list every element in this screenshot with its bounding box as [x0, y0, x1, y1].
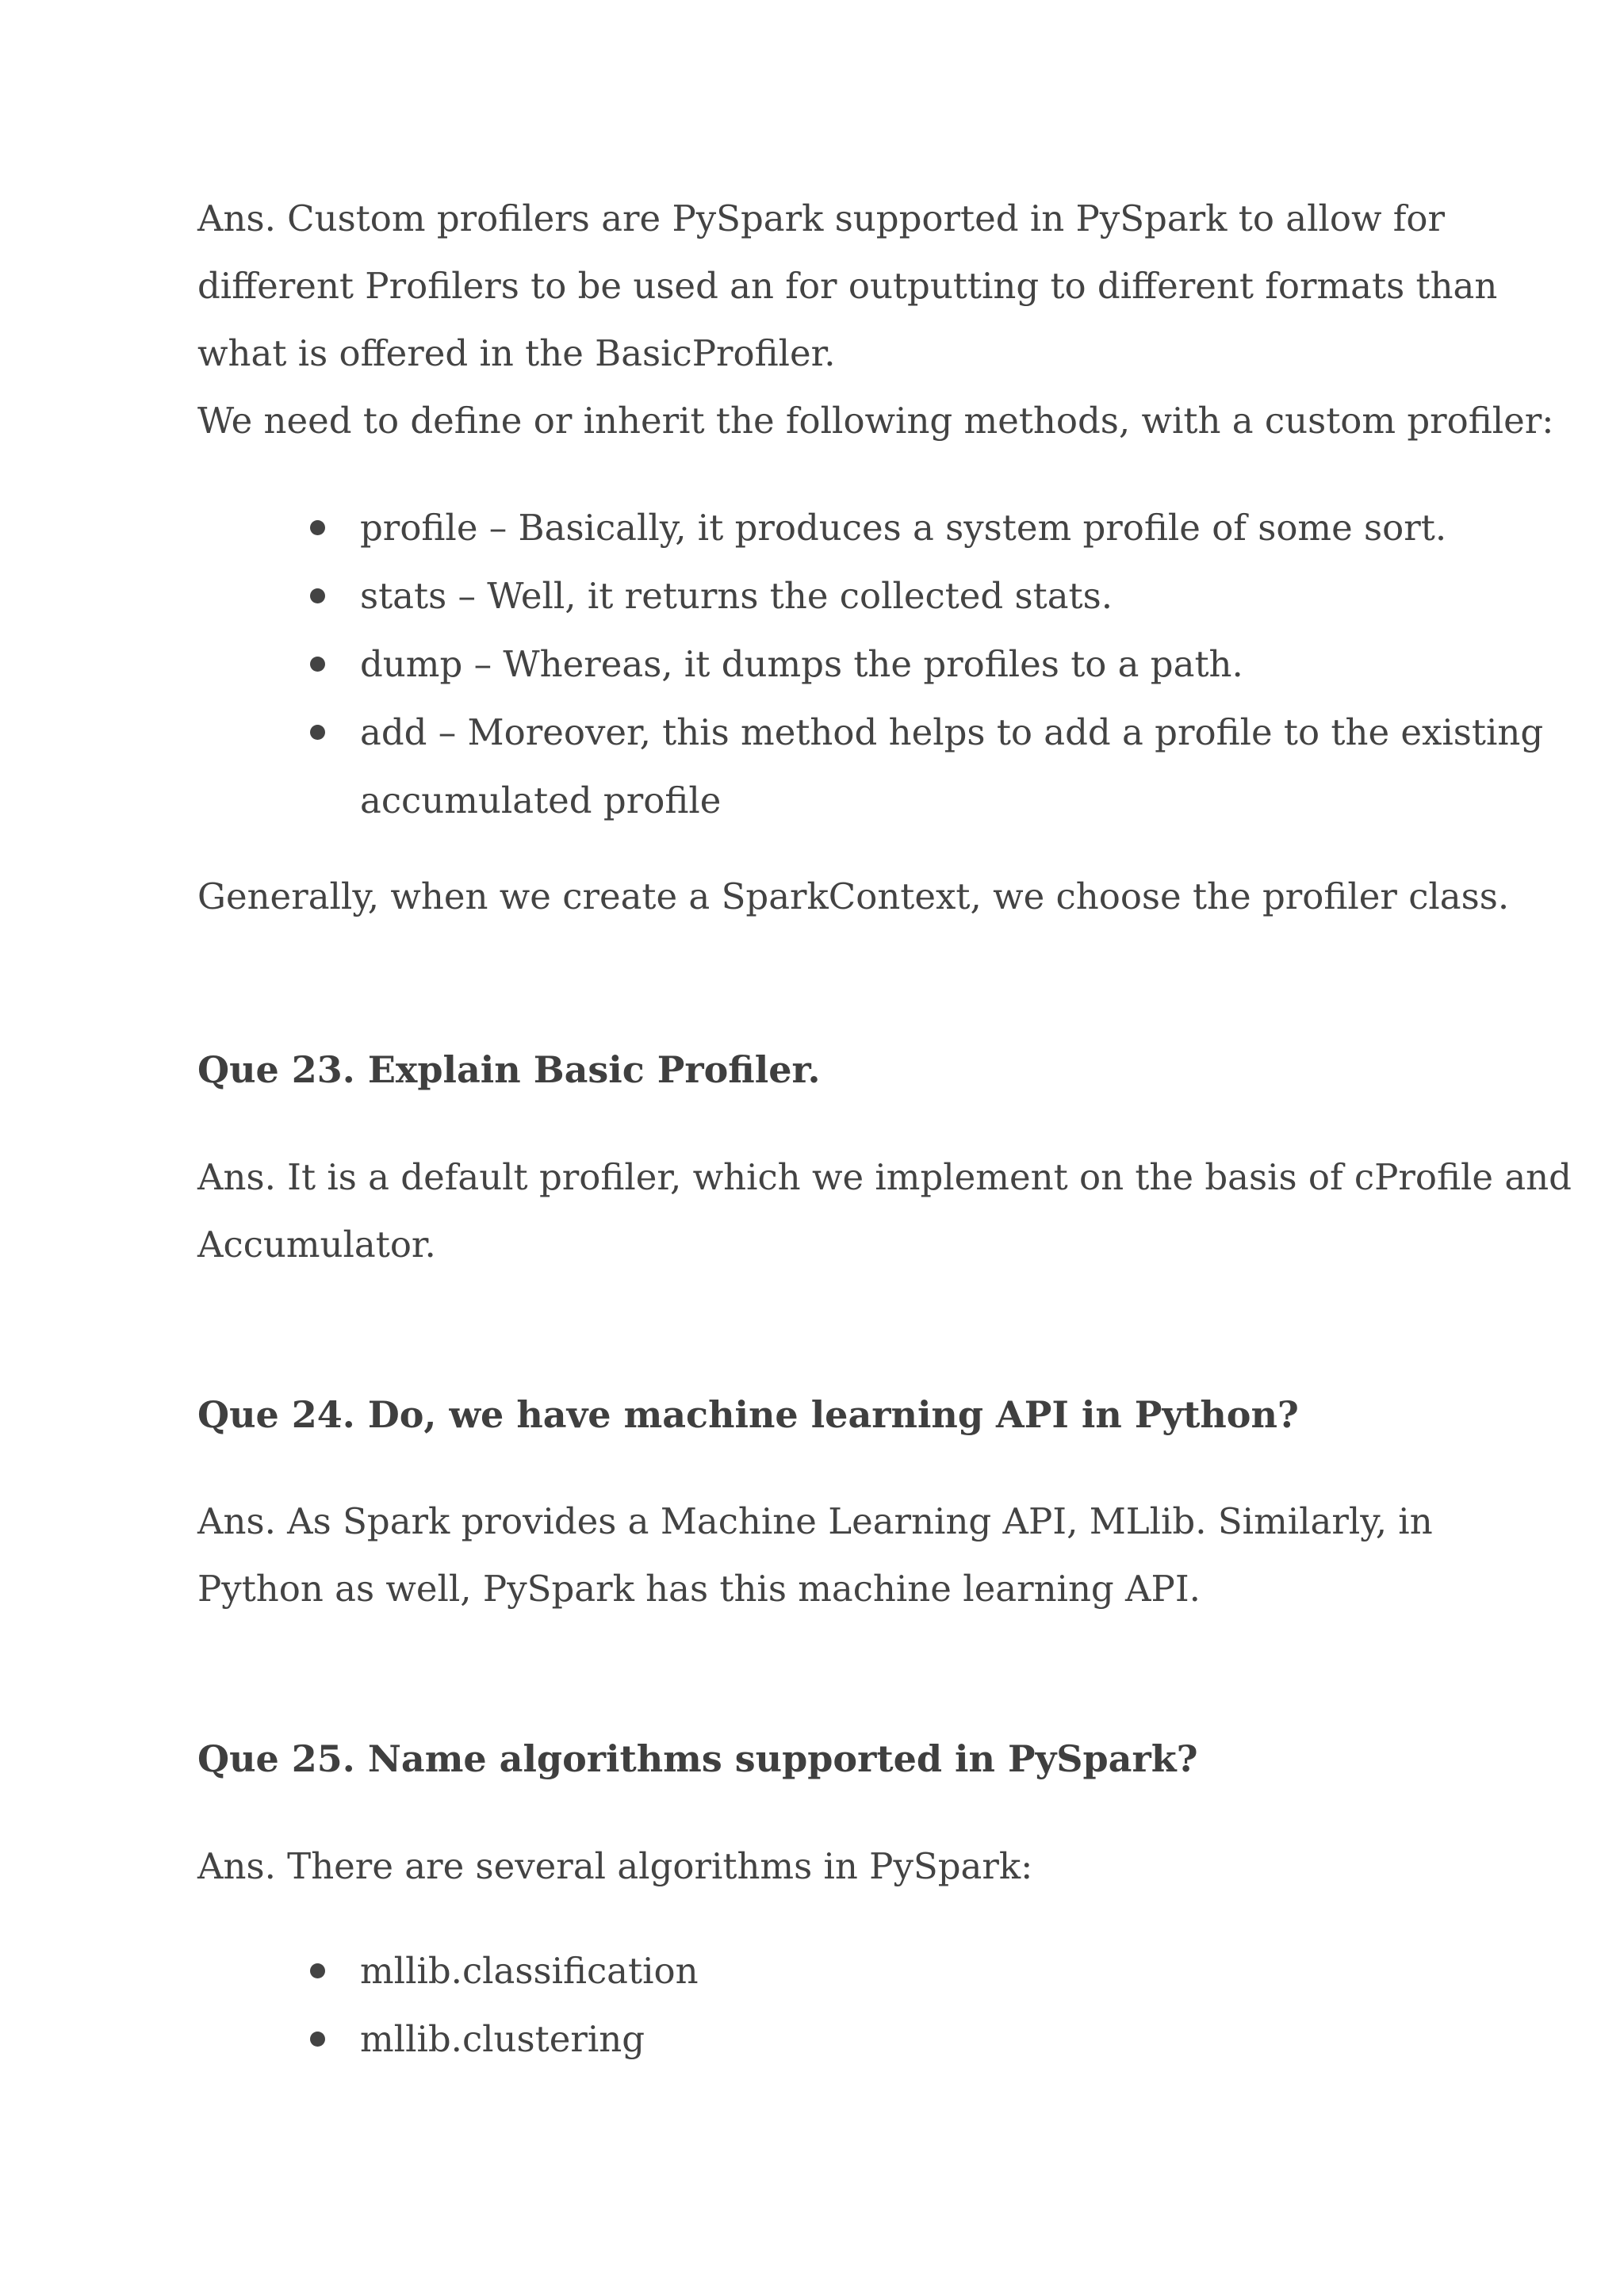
bullet-icon [310, 1963, 325, 1978]
list-item-text: profile – Basically, it produces a system profile of some sort. [360, 507, 1447, 549]
question-heading-23: Que 23. Explain Basic Profiler. [197, 1048, 821, 1091]
intro-closing: Generally, when we create a SparkContext, we choose the profiler class. [197, 875, 1510, 917]
intro-answer [197, 185, 1553, 454]
list-item-text: mllib.clustering [360, 2018, 645, 2060]
list-item-text: dump – Whereas, it dumps the profiles to a path. [360, 643, 1243, 685]
list-item [197, 630, 1543, 699]
answer-line: Python as well, PySpark has this machine learning API. [197, 1568, 1201, 1610]
list-item-text: accumulated profile [360, 779, 722, 821]
algorithms-list [197, 1937, 699, 2074]
bullet-icon [310, 657, 325, 672]
list-item [197, 562, 1543, 630]
list-item [197, 699, 1543, 767]
bullet-icon [310, 588, 325, 603]
question-heading-24: Que 24. Do, we have machine learning API in Python? [197, 1393, 1299, 1436]
answer-line: Ans. It is a default profiler, which we implement on the basis of cProfile and [197, 1156, 1572, 1198]
list-item-text: mllib.classification [360, 1950, 699, 1992]
bullet-icon [310, 2032, 325, 2047]
bullet-icon [310, 520, 325, 535]
list-item-continuation [197, 767, 1543, 835]
answer-line: Accumulator. [197, 1224, 436, 1266]
list-item [197, 2005, 699, 2074]
question-heading-25: Que 25. Name algorithms supported in PySpark? [197, 1737, 1198, 1780]
profiler-methods-list [197, 494, 1543, 835]
intro-line: Ans. Custom profilers are PySpark supported in PySpark to allow for [197, 197, 1446, 239]
intro-line: We need to define or inherit the following methods, with a custom profiler: [197, 400, 1554, 442]
answer-23 [197, 1143, 1572, 1278]
list-item [197, 494, 1543, 562]
bullet-icon [310, 725, 325, 740]
answer-25: Ans. There are several algorithms in PySpark: [197, 1845, 1033, 1887]
answer-24 [197, 1488, 1433, 1622]
intro-line: different Profilers to be used an for outputting to different formats than [197, 265, 1498, 307]
list-item-text: add – Moreover, this method helps to add a profile to the existing [360, 711, 1544, 753]
list-item [197, 1937, 699, 2005]
list-item-text: stats – Well, it returns the collected stats. [360, 575, 1113, 617]
answer-line: Ans. As Spark provides a Machine Learning API, MLlib. Similarly, in [197, 1500, 1433, 1542]
intro-line: what is offered in the BasicProfiler. [197, 332, 836, 374]
